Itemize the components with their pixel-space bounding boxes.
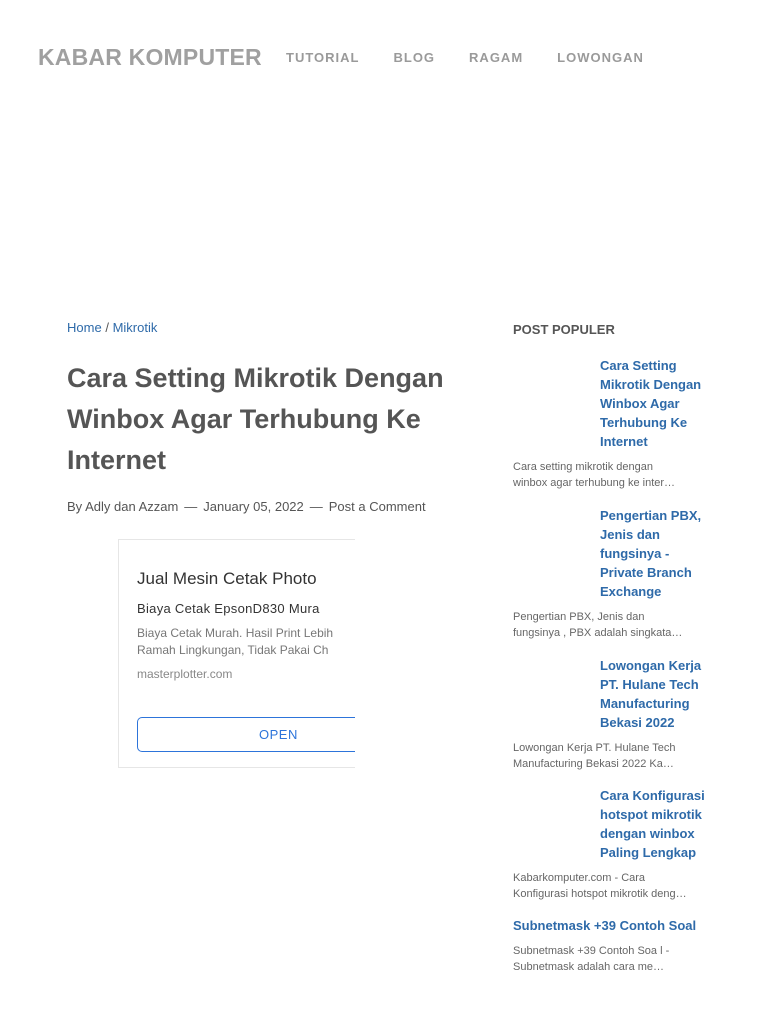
ad-domain: masterplotter.com <box>137 667 233 681</box>
nav-item-tutorial[interactable]: TUTORIAL <box>286 50 360 65</box>
popular-post-item <box>513 786 705 902</box>
post-thumbnail[interactable] <box>513 658 588 733</box>
nav-item-lowongan[interactable]: LOWONGAN <box>557 50 644 65</box>
popular-post-excerpt <box>513 740 705 772</box>
excerpt-line: fungsinya , PBX adalah singkata… <box>513 627 683 639</box>
breadcrumb <box>67 320 157 335</box>
popular-post-excerpt <box>513 870 705 902</box>
popular-post-title-link[interactable]: Lowongan Kerja PT. Hulane Tech Manufacturing Bekasi 2022 <box>600 658 702 730</box>
popular-post-item <box>513 506 705 641</box>
excerpt-line: Subnetmask adalah cara me… <box>513 961 665 973</box>
excerpt-line: Subnetmask +39 Contoh Soa l - <box>513 945 670 957</box>
ad-open-button[interactable]: OPEN <box>137 717 355 752</box>
ad-subtitle: Biaya Cetak EpsonD830 Mura <box>137 601 320 616</box>
popular-post-title-link[interactable]: Cara Setting Mikrotik Dengan Winbox Agar Terhubung Ke Internet <box>600 358 702 449</box>
meta-date: January 05, 2022 <box>203 499 304 514</box>
meta-separator: — <box>184 499 198 514</box>
inline-ad-card[interactable] <box>118 539 355 768</box>
ad-description-line: Biaya Cetak Murah. Hasil Print Lebih <box>137 626 334 640</box>
popular-post-excerpt <box>513 459 705 491</box>
excerpt-line: Lowongan Kerja PT. Hulane Tech <box>513 742 676 754</box>
site-brand-link[interactable]: KABAR KOMPUTER <box>38 44 262 70</box>
post-title: Cara Setting Mikrotik Dengan Winbox Agar Terhubung Ke Internet <box>67 363 444 475</box>
post-thumbnail[interactable] <box>513 508 588 583</box>
popular-post-title-link[interactable]: Cara Konfigurasi hotspot mikrotik dengan winbox Paling Lengkap <box>600 788 705 860</box>
nav-item-blog[interactable]: BLOG <box>393 50 436 65</box>
meta-separator: — <box>309 499 323 514</box>
sidebar-title: POST POPULER <box>513 322 615 337</box>
popular-post-title-link[interactable]: Subnetmask +39 Contoh Soal <box>513 918 697 933</box>
popular-post-item <box>513 356 705 491</box>
post-thumbnail[interactable] <box>513 788 588 863</box>
post-comment-link[interactable]: Post a Comment <box>328 499 426 514</box>
excerpt-line: winbox agar terhubung ke inter… <box>513 477 676 489</box>
breadcrumb-category-link[interactable]: Mikrotik <box>112 320 158 335</box>
excerpt-line: Cara setting mikrotik dengan <box>513 461 654 473</box>
popular-post-excerpt <box>513 609 705 641</box>
meta-author: Adly dan Azzam <box>85 499 179 514</box>
popular-post-title-link[interactable]: Pengertian PBX, Jenis dan fungsinya - Private Branch Exchange <box>600 508 702 599</box>
popular-post-excerpt <box>513 943 705 975</box>
excerpt-line: Pengertian PBX, Jenis dan <box>513 611 645 623</box>
top-ad-space <box>0 115 768 290</box>
site-header <box>0 0 768 115</box>
nav-item-ragam[interactable]: RAGAM <box>469 50 524 65</box>
post-thumbnail[interactable] <box>513 358 588 433</box>
popular-post-item <box>513 916 705 975</box>
excerpt-line: Manufacturing Bekasi 2022 Ka… <box>513 758 674 770</box>
breadcrumb-separator: / <box>105 320 109 335</box>
ad-description-line: Ramah Lingkungan, Tidak Pakai Ch <box>137 643 329 657</box>
post-meta <box>67 499 426 514</box>
ad-description <box>137 625 333 659</box>
ad-title[interactable]: Jual Mesin Cetak Photo <box>137 569 317 588</box>
excerpt-line: Kabarkomputer.com - Cara <box>513 872 646 884</box>
main-nav <box>286 50 678 65</box>
excerpt-line: Konfigurasi hotspot mikrotik deng… <box>513 888 687 900</box>
meta-by-label: By <box>67 499 83 514</box>
popular-post-item <box>513 656 705 772</box>
breadcrumb-home-link[interactable]: Home <box>67 320 102 335</box>
